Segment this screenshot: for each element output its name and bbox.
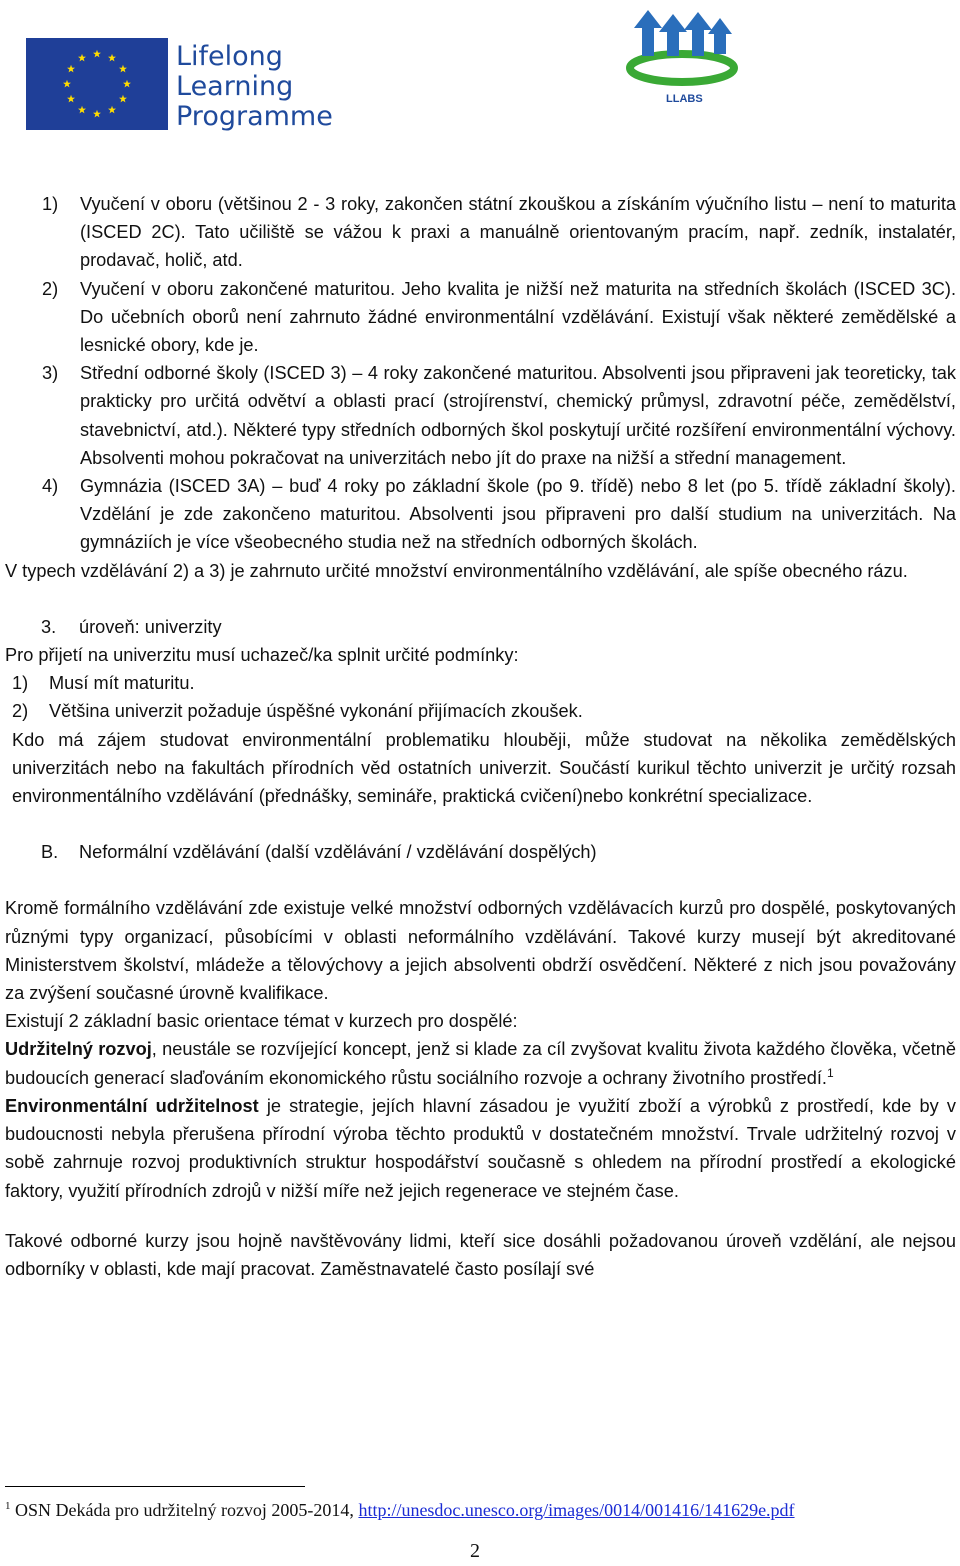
eu-star-icon xyxy=(119,95,127,103)
paragraph-visitors: Takové odborné kurzy jsou hojně navštěvovány lidmi, kteří sice dosáhli požadovanou úroveň vzdělání, ale nejsou odborníky v oblasti, kde mají pracovat. Zaměstnavatelé často posílají své xyxy=(5,1230,956,1279)
eu-star-icon xyxy=(67,65,75,73)
eu-star-icon xyxy=(67,95,75,103)
eu-star-icon xyxy=(108,106,116,114)
list-text: Musí mít maturitu. xyxy=(49,673,195,694)
term-environmental-sustainability: Environmentální udržitelnost xyxy=(5,1095,259,1116)
footnote-text: OSN Dekáda pro udržitelný rozvoj 2005-2014, xyxy=(15,1500,354,1520)
llabs-label: LLABS xyxy=(666,93,703,105)
eu-star-icon xyxy=(93,110,101,118)
paragraph-universities: Kdo má zájem studovat environmentální problematiku hlouběji, může studovat na několika zemědělských univerzitách nebo na fakultách přírodních věd ostatních univerzit. Součástí kurikul těchto univerzit je určitý rozsah environmentálního vzdělávání (přednášky, semináře, praktická cvičení)nebo konkrétní specializace. xyxy=(12,729,956,807)
footnote-link[interactable]: http://unesdoc.unesco.org/images/0014/001416/141629e.pdf xyxy=(358,1500,795,1520)
list-text: Gymnázia (ISCED 3A) – buď 4 roky po základní škole (po 9. třídě) nebo 8 let (po 5. třídě základní školy). Vzdělání je zde zakončeno maturitou. Absolventi jsou připraveni pro další studium na univerzitách. Na gymnáziích je více všeobecného studia než na středních odborných školách. xyxy=(80,476,956,553)
eu-stars-icon xyxy=(26,38,168,130)
logo-line: Programme xyxy=(176,101,333,132)
footnote-number: 1 xyxy=(5,1500,11,1512)
list-item xyxy=(0,190,960,275)
section-number: B. xyxy=(41,842,59,863)
section-label: úroveň: univerzity xyxy=(79,616,222,637)
list-number: 1) xyxy=(42,194,59,214)
list-number: 1) xyxy=(12,673,29,694)
section-heading-universities xyxy=(0,613,960,641)
page-number: 2 xyxy=(470,1540,480,1562)
llabs-arrows-icon xyxy=(622,6,742,106)
footnote-divider xyxy=(5,1486,305,1487)
paragraph-courses: Kromě formálního vzdělávání zde existuje velké množství odborných vzdělávacích kurzů pro dospělé, poskytovaných různými typy organizací, působícími v oblasti neformálního vzdělávání. Takové kurzy musejí být akreditované Ministerstvem školství, mládeže a tělovýchovy a jejich absolventi obdrží osvědčení. Některé z nich jsou považovány za zvýšení současné úrovně kvalifikace. xyxy=(5,898,956,1004)
eu-star-icon xyxy=(93,50,101,58)
list-number: 2) xyxy=(12,701,29,722)
logo-line: Learning xyxy=(176,71,294,102)
term-sustainable-development: Udržitelný rozvoj xyxy=(5,1039,152,1060)
paragraph-types: V typech vzdělávání 2) a 3) je zahrnuto určité množství environmentálního vzdělávání, ale spíše obecného rázu. xyxy=(5,560,908,581)
eu-flag-logo xyxy=(26,38,168,130)
list-item xyxy=(0,472,960,557)
list-text: Většina univerzit požaduje úspěšné vykonání přijímacích zkoušek. xyxy=(49,701,583,722)
document-body xyxy=(0,190,960,1283)
eu-star-icon xyxy=(78,106,86,114)
paragraph-orientations: Existují 2 základní basic orientace témat v kurzech pro dospělé: xyxy=(5,1011,518,1032)
section-number: 3. xyxy=(41,616,57,637)
logo-line: Lifelong xyxy=(176,41,283,72)
list-item xyxy=(0,359,960,472)
paragraph-environmental-sustainability xyxy=(0,1092,960,1205)
footnote-reference[interactable]: 1 xyxy=(827,1065,834,1080)
admission-intro: Pro přijetí na univerzitu musí uchazeč/ka splnit určité podmínky: xyxy=(5,645,519,666)
list-text: Vyučení v oboru zakončené maturitou. Jeho kvalita je nižší než maturita na středních školách (ISCED 3C). Do učebních oborů není zahrnuto žádné environmentální vzdělávání. Existují však některé zemědělské a lesnické obory, kde je. xyxy=(80,278,956,356)
list-text: Vyučení v oboru (většinou 2 - 3 roky, zakončen státní zkouškou a získáním výučního listu – není to maturita (ISCED 2C). Tato učiliště se vážou k praxi a manuálně orientovaným pracím, např. zedník, instalatér, prodavač, holič, atd. xyxy=(80,194,956,271)
eu-star-icon xyxy=(78,54,86,62)
list-item xyxy=(0,669,960,697)
list-text: Střední odborné školy (ISCED 3) – 4 roky zakončené maturitou. Absolventi jsou připraveni jak teoreticky, tak prakticky pro určitá odvětví a oblasti prací (strojírenství, chemický průmysl, zdravotní péče, zemědělství, stavebnictví, atd.). Některé typy středních odborných škol poskytují určité rozšíření environmentální výchovy. Absolventi mohou pokračovat na univerzitách nebo jít do praxe na nižší a střední management. xyxy=(80,363,956,468)
section-label: Neformální vzdělávání (další vzdělávání / vzdělávání dospělých) xyxy=(79,842,597,863)
eu-star-icon xyxy=(119,65,127,73)
definition-text: , neustále se rozvíjející koncept, jenž si klade za cíl zvyšovat kvalitu života každého člověka, včetně budoucích generací slaďováním ekonomického růstu sociálního rozvoje a ochrany životního prostředí. xyxy=(5,1039,956,1088)
section-heading-nonformal xyxy=(0,838,960,866)
list-number: 2) xyxy=(42,278,59,299)
llabs-logo xyxy=(622,6,742,106)
paragraph-sustainable-development xyxy=(0,1035,960,1091)
list-number: 4) xyxy=(42,476,59,497)
list-item xyxy=(0,697,960,725)
lifelong-learning-programme-logo xyxy=(176,42,333,132)
list-number: 3) xyxy=(42,363,59,384)
eu-star-icon xyxy=(123,80,131,88)
eu-star-icon xyxy=(63,80,71,88)
definition-text: je strategie, jejích hlavní zásadou je využití zboží a výrobků z prostředí, kde by v budoucnosti nebyla přerušena přírodní výroba těchto produktů v dostatečném množství. Trvale udržitelný rozvoj v sobě zahrnuje rozvoj produktivních struktur hospodářství současně s ohledem na přírodní prostředí a ekologické faktory, využití přírodních zdrojů v nižší míře než jejich regenerace ve stejném čase. xyxy=(5,1095,956,1201)
footnote xyxy=(5,1498,795,1522)
list-item xyxy=(0,275,960,360)
eu-star-icon xyxy=(108,54,116,62)
